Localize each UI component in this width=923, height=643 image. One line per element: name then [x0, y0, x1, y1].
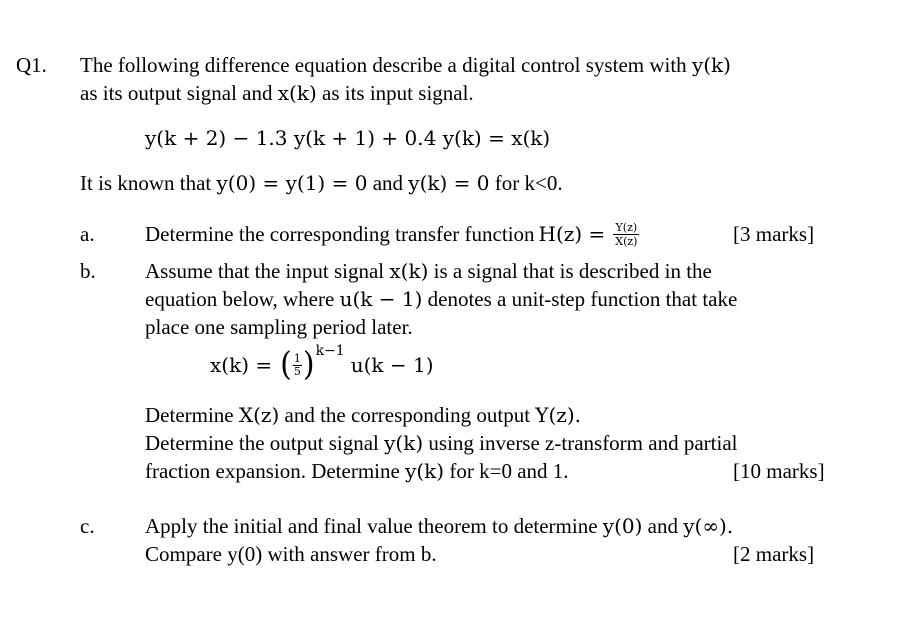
exponent: k−1 [315, 343, 345, 359]
fraction-power [280, 343, 345, 384]
X-z-symbol: X(z) [238, 403, 280, 427]
equation-rhs: u(k − 1) [350, 353, 434, 377]
left-paren: ( [280, 345, 292, 384]
part-c-line-1 [145, 514, 733, 539]
text: Assume that the input signal [145, 259, 390, 283]
part-a-text [145, 212, 639, 256]
difference-equation: y(k + 2) − 1.3 y(k + 1) + 0.4 y(k) = x(k) [145, 126, 551, 150]
input-signal-symbol: x(k) [389, 259, 429, 283]
intro-text: as its input signal. [316, 81, 474, 105]
part-a-label: a. [80, 222, 95, 246]
output-signal-symbol: y(k) [405, 459, 445, 483]
intro-line-2 [80, 81, 474, 106]
part-b-line-2 [145, 287, 737, 312]
text: Determine [145, 403, 239, 427]
text: and the corresponding output [279, 403, 536, 427]
part-b-determine-2 [145, 431, 737, 456]
output-signal-symbol: y(k) [384, 431, 424, 455]
text: and [642, 514, 684, 538]
part-c-label: c. [80, 514, 95, 538]
text: for k<0. [489, 171, 563, 195]
input-signal-symbol: x(k) [277, 81, 317, 105]
transfer-function-fraction [613, 221, 639, 248]
text: equation below, where [145, 287, 340, 311]
text: Determine the output signal [145, 431, 385, 455]
part-b-determine-3 [145, 459, 569, 484]
initial-conditions [80, 171, 563, 196]
right-paren: ) [302, 345, 315, 384]
text: denotes a unit-step function that take [422, 287, 738, 311]
text: Apply the initial and final value theorem to determine [145, 514, 603, 538]
question-number: Q1. [16, 53, 47, 77]
text: It is known that [80, 171, 217, 195]
intro-text: as its output signal and [80, 81, 278, 105]
text: for k=0 and 1. [444, 459, 569, 483]
part-c-line-2: Compare y(0) with answer from b. [145, 542, 437, 566]
part-b-line-3: place one sampling period later. [145, 315, 413, 339]
part-a-instruction: Determine the corresponding transfer function [145, 221, 535, 246]
intro-text: The following difference equation describe a digital control system with [80, 53, 692, 77]
text: and [367, 171, 409, 195]
fraction-numerator: Y(z) [613, 221, 639, 235]
Y-z-symbol: Y(z). [535, 403, 581, 427]
part-c-marks: [2 marks] [733, 542, 815, 566]
transfer-function-symbol: H(z) = [538, 222, 606, 246]
y0-symbol: y(0) [602, 514, 643, 538]
one-fifth-fraction [293, 353, 302, 378]
text: fraction expansion. Determine [145, 459, 406, 483]
part-b-line-1 [145, 259, 712, 284]
fraction-denominator: 5 [293, 364, 301, 378]
text: is a signal that is described in the [428, 259, 712, 283]
part-b-label: b. [80, 259, 96, 283]
unit-step-symbol: u(k − 1) [339, 287, 423, 311]
part-b-marks: [10 marks] [733, 459, 825, 483]
input-signal-equation [210, 340, 434, 390]
intro-line-1 [80, 53, 731, 78]
y-infinity-symbol: y(∞). [683, 514, 734, 538]
part-b-determine-1 [145, 403, 581, 428]
text: using inverse z-transform and partial [423, 431, 738, 455]
initial-values-math: y(0) = y(1) = 0 [216, 171, 368, 195]
equation-lhs: x(k) = [210, 353, 273, 377]
fraction-denominator: X(z) [615, 234, 638, 248]
fraction-numerator: 1 [293, 351, 301, 365]
output-signal-symbol: y(k) [691, 53, 731, 77]
zero-condition-math: y(k) = 0 [408, 171, 490, 195]
part-a-marks: [3 marks] [733, 222, 815, 246]
